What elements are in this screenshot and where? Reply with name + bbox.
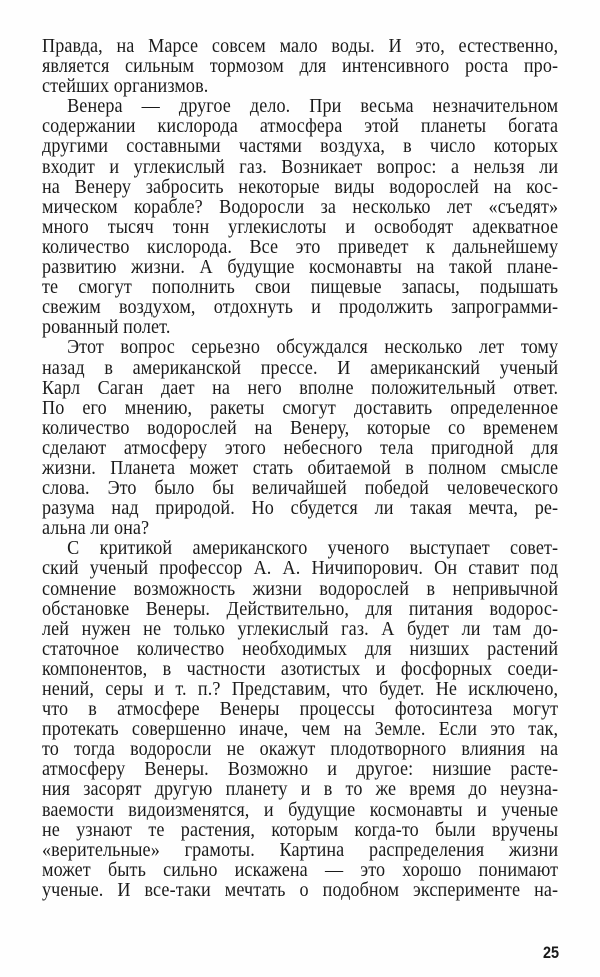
page-number: 25 <box>543 943 560 962</box>
text-line: Этот вопрос серьезно обсуждался несколько лет тому <box>67 337 559 359</box>
text-line: протекать совершенно иначе, чем на Земле. Если это так, <box>42 719 559 741</box>
text-line: С критикой американского ученого выступает совет- <box>67 538 559 560</box>
text-line: ваемости видоизменятся, и будущие космонавты и ученые <box>42 799 559 821</box>
text-line: входит и углекислый газ. Возникает вопрос: а нельзя ли <box>42 156 559 178</box>
text-line: развитию жизни. А будущие космонавты на такой плане- <box>42 257 559 279</box>
text-line: стейших организмов. <box>42 76 209 98</box>
text-line: По его мнению, ракеты смогут доставить определенное <box>42 397 559 419</box>
text-line: Правда, на Марсе совсем мало воды. И это, естественно, <box>42 36 559 57</box>
text-line: атмосферу Венеры. Возможно и другое: низшие расте- <box>42 759 559 781</box>
text-line: много тысяч тонн углекислоты и освободят адекватное <box>42 216 559 238</box>
text-line: сомнение возможность жизни водорослей в непривычной <box>42 578 559 600</box>
text-line: альна ли она? <box>42 518 150 540</box>
text-line: те смогут пополнить свои пищевые запасы, подышать <box>42 277 559 299</box>
text-line: назад в американской прессе. И американский ученый <box>42 357 559 379</box>
text-line: компонентов, в частности азотистых и фосфорных соеди- <box>42 658 559 680</box>
text-line: количество водорослей на Венеру, которые со временем <box>42 417 559 439</box>
text-line: содержании кислорода атмосфера этой планеты богата <box>42 116 559 138</box>
text-line: свежим воздухом, отдохнуть и продолжить запрограмми- <box>42 297 559 319</box>
body-text <box>42 37 558 901</box>
text-line: ученые. И все-таки мечтать о подобном эксперименте на- <box>42 879 559 901</box>
text-line: сделают атмосферу этого небесного тела пригодной для <box>42 437 559 459</box>
text-line: обстановке Венеры. Действительно, для питания водорос- <box>42 598 559 620</box>
text-line: на Венеру забросить некоторые виды водорослей на кос- <box>42 176 559 198</box>
text-line: Венера — другое дело. При весьма незначительном <box>67 96 559 118</box>
text-line: что в атмосфере Венеры процессы фотосинтеза могут <box>42 699 559 721</box>
text-line: разума над природой. Но сбудется ли такая мечта, ре- <box>42 498 559 520</box>
text-line: Карл Саган дает на него вполне положительный ответ. <box>42 377 559 399</box>
text-line: другими составными частями воздуха, в число которых <box>42 136 559 158</box>
text-line: слова. Это было бы величайшей победой человеческого <box>42 478 559 500</box>
text-line: не узнают те растения, которым когда-то были вручены <box>42 819 559 841</box>
text-line: количество кислорода. Все это приведет к дальнейшему <box>42 236 559 258</box>
text-line: «верительные» грамоты. Картина распределения жизни <box>42 839 559 861</box>
text-line: жизни. Планета может стать обитаемой в полном смысле <box>42 457 559 479</box>
text-line: ский ученый профессор А. А. Ничипорович. Он ставит под <box>42 558 559 580</box>
text-line: рованный полет. <box>42 317 171 339</box>
text-line: является сильным тормозом для интенсивного роста про- <box>42 56 559 78</box>
text-line: то тогда водоросли не окажут плодотворного влияния на <box>42 739 559 761</box>
text-line: может быть сильно искажена — это хорошо понимают <box>42 859 559 881</box>
text-line: ния засорят другую планету и в то же время до неузна- <box>42 779 559 801</box>
text-line: мическом корабле? Водоросли за несколько лет «съедят» <box>42 196 559 218</box>
text-line: лей нужен не только углекислый газ. А будет ли там до- <box>42 618 559 640</box>
text-line: статочное количество необходимых для низших растений <box>42 638 559 660</box>
text-line: нений, серы и т. п.? Представим, что будет. Не исключено, <box>42 679 559 700</box>
